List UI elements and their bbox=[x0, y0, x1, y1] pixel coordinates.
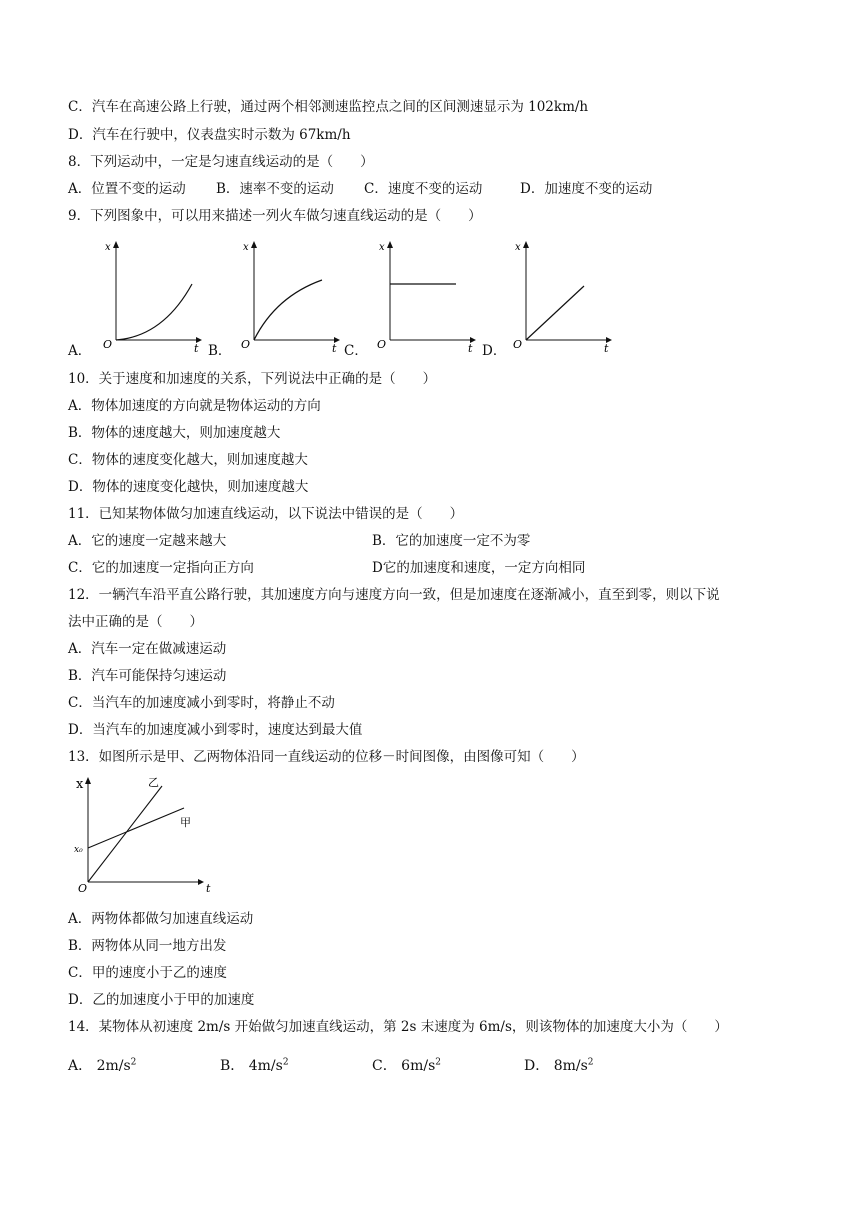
q13-stem: 13．如图所示是甲、乙两物体沿同一直线运动的位移－时间图像，由图像可知（ ） bbox=[68, 749, 585, 765]
q13-y-label: x bbox=[76, 777, 84, 792]
q12-option-c: C．当汽车的加速度减小到零时，将静止不动 bbox=[68, 695, 335, 711]
q9-b-y-label: x bbox=[243, 242, 249, 253]
q9-b-origin: O bbox=[241, 338, 251, 351]
q9-c-x-label: t bbox=[468, 342, 473, 355]
q12-stem-line1: 12．一辆汽车沿平直公路行驶，其加速度方向与速度方向一致，但是加速度在逐渐减小，直至到零，则以下说 bbox=[68, 587, 720, 603]
q10-option-b: B．物体的速度越大，则加速度越大 bbox=[68, 425, 281, 441]
q9-graph-d bbox=[508, 236, 628, 358]
q9-c-y-label: x bbox=[379, 242, 385, 253]
q9-graph-b bbox=[236, 236, 356, 358]
q13-option-d: D．乙的加速度小于甲的加速度 bbox=[68, 992, 255, 1008]
q9-b-x-label: t bbox=[332, 342, 337, 355]
q13-line-yi-label: 乙 bbox=[148, 776, 159, 789]
q10-option-a: A．物体加速度的方向就是物体运动的方向 bbox=[68, 398, 321, 414]
q12-option-d: D．当汽车的加速度减小到零时，速度达到最大值 bbox=[68, 722, 363, 738]
q9-d-y-label: x bbox=[515, 242, 521, 253]
q12-option-a: A．汽车一定在做减速运动 bbox=[68, 641, 227, 657]
q8-option-d: D．加速度不变的运动 bbox=[520, 181, 653, 197]
q14-option-d: D． $8m/s^2$ bbox=[524, 1057, 594, 1074]
q9-graph-a bbox=[98, 236, 218, 358]
q13-intercept-label: x₀ bbox=[74, 845, 83, 855]
q12-stem-line2: 法中正确的是（ ） bbox=[68, 614, 203, 630]
q14-option-b: B． $4m/s^2$ bbox=[220, 1057, 289, 1074]
q9-d-x-label: t bbox=[604, 342, 609, 355]
q8-option-a: A．位置不变的运动 bbox=[68, 181, 186, 197]
q8-option-b: B．速率不变的运动 bbox=[216, 181, 334, 197]
q13-option-c: C．甲的速度小于乙的速度 bbox=[68, 965, 227, 981]
q9-graph-c bbox=[372, 236, 492, 358]
q9-a-origin: O bbox=[103, 338, 113, 351]
q13-option-b: B．两物体从同一地方出发 bbox=[68, 938, 227, 954]
q14-option-c: C． $6m/s^2$ bbox=[372, 1057, 441, 1074]
q11-option-d: D它的加速度和速度，一定方向相同 bbox=[372, 560, 586, 576]
q7-option-c: C．汽车在高速公路上行驶，通过两个相邻测速监控点之间的区间测速显示为 102km/h bbox=[68, 99, 589, 115]
q9-label-a: A． bbox=[68, 343, 92, 359]
q11-option-c: C．它的加速度一定指向正方向 bbox=[68, 560, 254, 576]
q11-stem: 11．已知某物体做匀加速直线运动，以下说法中错误的是（ ） bbox=[68, 506, 464, 522]
q9-c-origin: O bbox=[377, 338, 387, 351]
q9-label-c: C． bbox=[344, 343, 368, 359]
q11-option-a: A．它的速度一定越来越大 bbox=[68, 533, 227, 549]
q10-stem: 10．关于速度和加速度的关系，下列说法中正确的是（ ） bbox=[68, 371, 437, 387]
q7-option-d: D．汽车在行驶中，仪表盘实时示数为 67km/h bbox=[68, 127, 351, 143]
q9-d-origin: O bbox=[513, 338, 523, 351]
q9-label-b: B． bbox=[208, 343, 232, 359]
q13-graph bbox=[68, 770, 218, 898]
q13-origin: O bbox=[78, 882, 88, 895]
q14-stem: 14．某物体从初速度 2m/s 开始做匀加速直线运动，第 2s 末速度为 6m/s，则该物体的加速度大小为（ ） bbox=[68, 1019, 728, 1035]
q10-option-c: C．物体的速度变化越大，则加速度越大 bbox=[68, 452, 308, 468]
q11-option-b: B．它的加速度一定不为零 bbox=[372, 533, 531, 549]
q12-option-b: B．汽车可能保持匀速运动 bbox=[68, 668, 227, 684]
q13-x-label: t bbox=[206, 882, 211, 895]
q14-option-a: A． $2m/s^2$ bbox=[68, 1057, 137, 1074]
q9-stem: 9．下列图象中，可以用来描述一列火车做匀速直线运动的是（ ） bbox=[68, 208, 482, 224]
q13-option-a: A．两物体都做匀加速直线运动 bbox=[68, 911, 254, 927]
q9-a-x-label: t bbox=[194, 342, 199, 355]
q13-line-jia-label: 甲 bbox=[180, 816, 191, 829]
q8-stem: 8．下列运动中，一定是匀速直线运动的是（ ） bbox=[68, 154, 374, 170]
q9-label-d: D． bbox=[482, 343, 507, 359]
q10-option-d: D．物体的速度变化越快，则加速度越大 bbox=[68, 479, 309, 495]
q9-a-y-label: x bbox=[105, 242, 111, 253]
q8-option-c: C．速度不变的运动 bbox=[364, 181, 483, 197]
